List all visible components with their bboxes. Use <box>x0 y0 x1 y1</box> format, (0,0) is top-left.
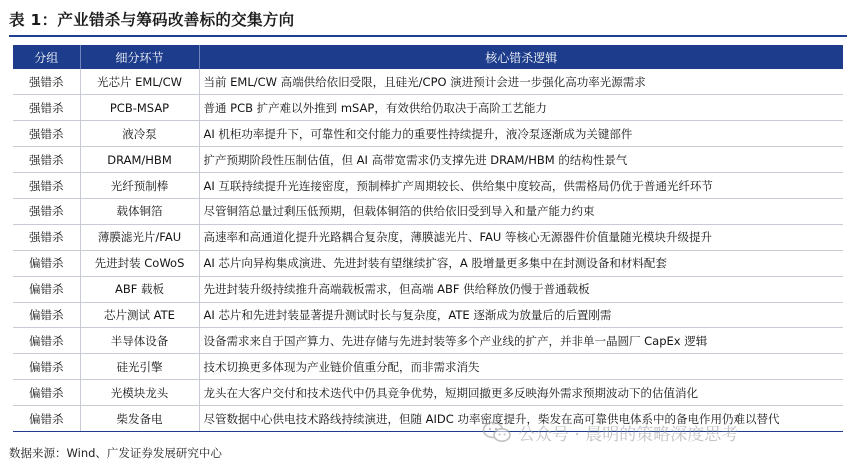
cell-group: 偏错杀 <box>13 250 80 276</box>
cell-logic: 先进封装升级持续推升高端载板需求，但高端 ABF 供给释放仍慢于普通载板 <box>199 276 843 302</box>
cell-segment: 光纤预制棒 <box>80 173 199 199</box>
table-row <box>13 224 843 250</box>
cell-segment: 柴发备电 <box>80 406 199 432</box>
cell-segment: 先进封装 CoWoS <box>80 250 199 276</box>
source-note: 数据来源：Wind、广发证券发展研究中心 <box>9 446 222 460</box>
cell-logic: 设备需求来自于国产算力、先进存储与先进封装等多个产业线的扩产，并非单一晶圆厂 CapEx 逻辑 <box>199 328 843 354</box>
cell-segment: 液冷泵 <box>80 121 199 147</box>
cell-group: 偏错杀 <box>13 406 80 432</box>
data-table <box>13 45 843 432</box>
cell-segment: 硅光引擎 <box>80 354 199 380</box>
table-row <box>13 69 843 95</box>
cell-segment: 半导体设备 <box>80 328 199 354</box>
cell-group: 强错杀 <box>13 224 80 250</box>
cell-segment: 光芯片 EML/CW <box>80 69 199 95</box>
table-title: 表 1：产业错杀与筹码改善标的交集方向 <box>9 11 295 29</box>
cell-group: 强错杀 <box>13 147 80 173</box>
table-row <box>13 250 843 276</box>
cell-segment: DRAM/HBM <box>80 147 199 173</box>
cell-group: 偏错杀 <box>13 380 80 406</box>
table-row <box>13 354 843 380</box>
title-divider <box>9 35 847 37</box>
cell-segment: PCB-MSAP <box>80 95 199 121</box>
cell-segment: 载体铜箔 <box>80 198 199 224</box>
header-segment: 细分环节 <box>80 45 199 69</box>
table-row <box>13 147 843 173</box>
cell-group: 强错杀 <box>13 173 80 199</box>
cell-group: 偏错杀 <box>13 328 80 354</box>
cell-logic: 龙头在大客户交付和技术迭代中仍具竞争优势，短期回撤更多反映海外需求预期波动下的估值消化 <box>199 380 843 406</box>
table-row <box>13 198 843 224</box>
table-row <box>13 173 843 199</box>
cell-group: 强错杀 <box>13 95 80 121</box>
cell-logic: 当前 EML/CW 高端供给依旧受限，且硅光/CPO 演进预计会进一步强化高功率光源需求 <box>199 69 843 95</box>
cell-segment: 光模块龙头 <box>80 380 199 406</box>
cell-logic: AI 互联持续提升光连接密度，预制棒扩产周期较长、供给集中度较高，供需格局仍优于普通光纤环节 <box>199 173 843 199</box>
cell-segment: ABF 载板 <box>80 276 199 302</box>
header-logic: 核心错杀逻辑 <box>199 45 843 69</box>
table-row <box>13 121 843 147</box>
cell-logic: AI 机柜功率提升下，可靠性和交付能力的重要性持续提升，液冷泵逐渐成为关键部件 <box>199 121 843 147</box>
cell-group: 强错杀 <box>13 198 80 224</box>
watermark-text: 公众号 · 晨明的策略深度思考 <box>518 424 739 445</box>
cell-logic: 技术切换更多体现为产业链价值重分配，而非需求消失 <box>199 354 843 380</box>
table-row <box>13 302 843 328</box>
cell-logic: 扩产预期阶段性压制估值，但 AI 高带宽需求仍支撑先进 DRAM/HBM 的结构性景气 <box>199 147 843 173</box>
cell-group: 强错杀 <box>13 121 80 147</box>
cell-segment: 薄膜滤光片/FAU <box>80 224 199 250</box>
table-row <box>13 328 843 354</box>
cell-logic: 尽管数据中心供电技术路线持续演进，但随 AIDC 功率密度提升，柴发在高可靠供电体系中的备电作用仍难以替代 <box>199 406 843 432</box>
cell-logic: AI 芯片和先进封装显著提升测试时长与复杂度，ATE 逐渐成为放量后的后置刚需 <box>199 302 843 328</box>
cell-logic: AI 芯片向异构集成演进、先进封装有望继续扩容，A 股增量更多集中在封测设备和材料配套 <box>199 250 843 276</box>
header-group: 分组 <box>13 45 80 69</box>
table-row <box>13 406 843 432</box>
cell-logic: 高速率和高通道化提升光路耦合复杂度，薄膜滤光片、FAU 等核心无源器件价值量随光模块升级提升 <box>199 224 843 250</box>
table-row <box>13 95 843 121</box>
cell-logic: 普通 PCB 扩产难以外推到 mSAP，有效供给仍取决于高阶工艺能力 <box>199 95 843 121</box>
table-header-row <box>13 45 843 69</box>
cell-group: 偏错杀 <box>13 302 80 328</box>
cell-group: 强错杀 <box>13 69 80 95</box>
cell-group: 偏错杀 <box>13 276 80 302</box>
cell-logic: 尽管铜箔总量过剩压低预期，但载体铜箔的供给依旧受到导入和量产能力约束 <box>199 198 843 224</box>
table-row <box>13 380 843 406</box>
cell-segment: 芯片测试 ATE <box>80 302 199 328</box>
cell-group: 偏错杀 <box>13 354 80 380</box>
table-row <box>13 276 843 302</box>
